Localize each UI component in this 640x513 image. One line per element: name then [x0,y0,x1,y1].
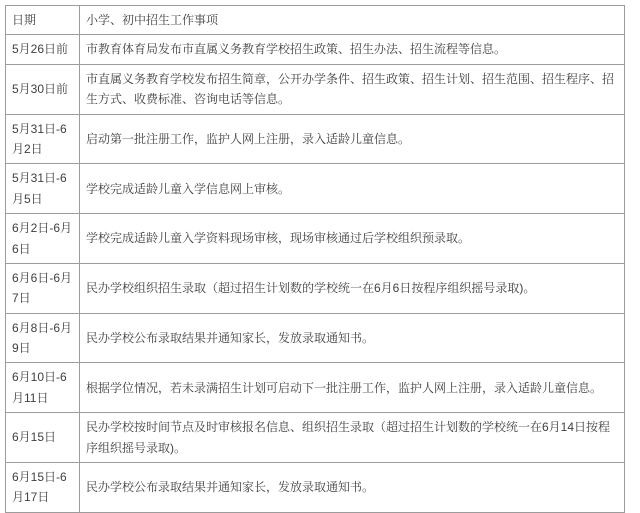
date-cell: 5月30日前 [6,64,80,114]
work-item-cell: 学校完成适龄儿童入学信息网上审核。 [80,164,625,214]
table-row [6,114,625,164]
column-header-work-items: 小学、初中招生工作事项 [80,6,625,35]
work-item-cell: 学校完成适龄儿童入学资料现场审核，现场审核通过后学校组织预录取。 [80,214,625,264]
table-row [6,263,625,313]
work-item-cell: 民办学校按时间节点及时审核报名信息、组织招生录取（超过招生计划数的学校统一在6月14日按程序组织摇号录取)。 [80,413,625,463]
table-row [6,64,625,114]
table-row [6,313,625,363]
table-body [6,35,625,512]
work-item-cell: 民办学校公布录取结果并通知家长，发放录取通知书。 [80,463,625,513]
work-item-cell: 市教育体育局发布市直属义务教育学校招生政策、招生办法、招生流程等信息。 [80,35,625,64]
table-row [6,164,625,214]
date-cell: 5月26日前 [6,35,80,64]
date-cell: 6月15日-6月17日 [6,463,80,513]
table-header [6,6,625,35]
date-cell: 5月31日-6月5日 [6,164,80,214]
date-cell: 6月2日-6月6日 [6,214,80,264]
date-cell: 6月15日 [6,413,80,463]
table-row [6,463,625,513]
work-item-cell: 启动第一批注册工作，监护人网上注册，录入适龄儿童信息。 [80,114,625,164]
table-row [6,214,625,264]
work-item-cell: 民办学校组织招生录取（超过招生计划数的学校统一在6月6日按程序组织摇号录取)。 [80,263,625,313]
table-row [6,363,625,413]
column-header-date: 日期 [6,6,80,35]
table-row [6,413,625,463]
header-row [6,6,625,35]
date-cell: 6月10日-6月11日 [6,363,80,413]
date-cell: 6月8日-6月9日 [6,313,80,363]
date-cell: 6月6日-6月7日 [6,263,80,313]
enrollment-schedule-table [5,5,625,513]
work-item-cell: 市直属义务教育学校发布招生简章，公开办学条件、招生政策、招生计划、招生范围、招生程序、招生方式、收费标准、咨询电话等信息。 [80,64,625,114]
work-item-cell: 根据学位情况，若未录满招生计划可启动下一批注册工作，监护人网上注册，录入适龄儿童信息。 [80,363,625,413]
table-row [6,35,625,64]
date-cell: 5月31日-6月2日 [6,114,80,164]
work-item-cell: 民办学校公布录取结果并通知家长，发放录取通知书。 [80,313,625,363]
